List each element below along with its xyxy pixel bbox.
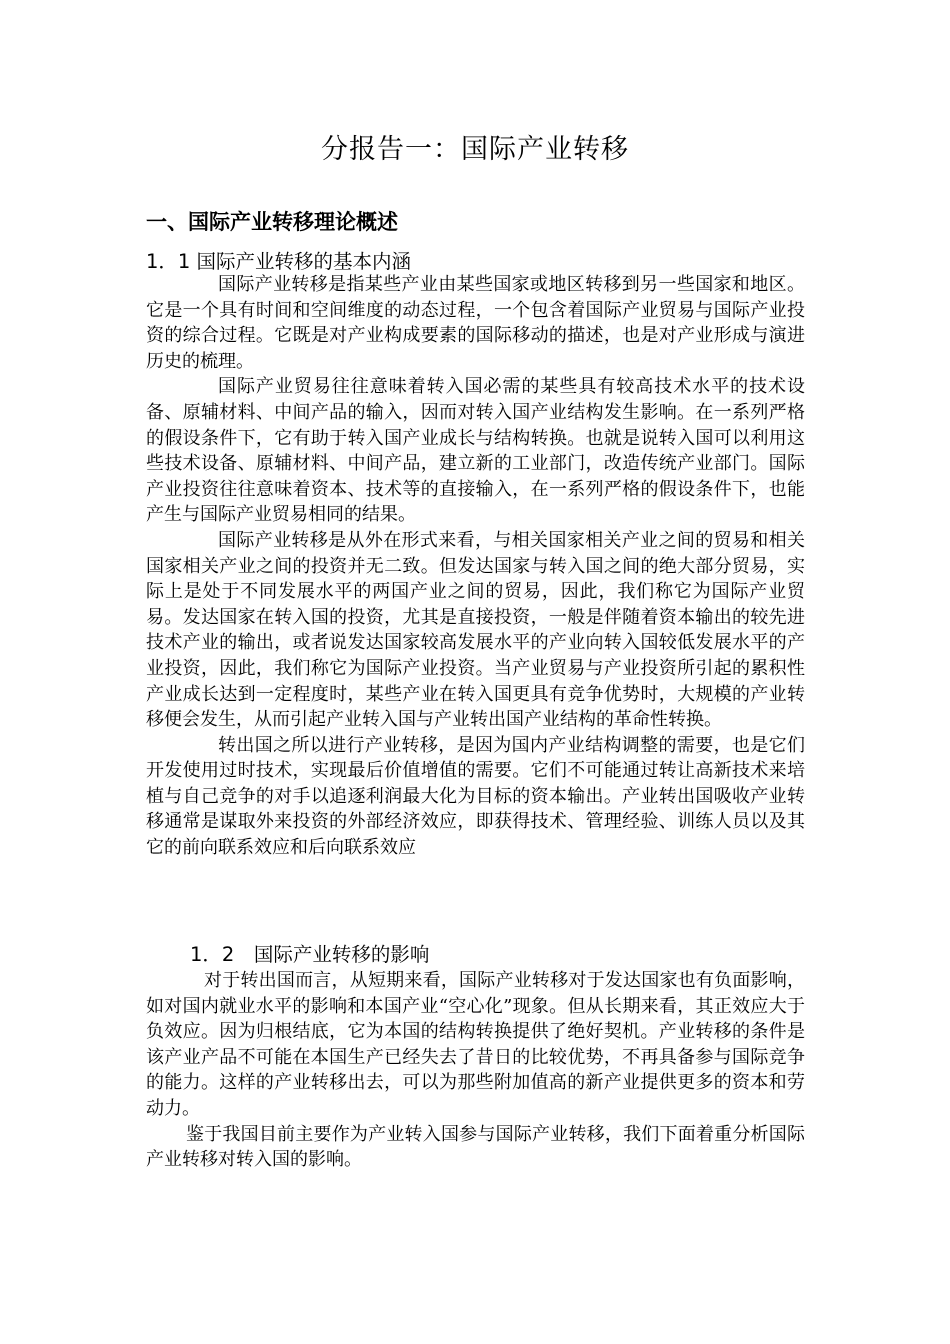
subsection-heading-1-2: 1．2 国际产业转移的影响 [190, 943, 430, 966]
subsection-1-2-body [146, 968, 805, 1173]
paragraph: 对于转出国而言，从短期来看，国际产业转移对于发达国家也有负面影响，如对国内就业水平的影响和本国产业“空心化”现象。但从长期来看，其正效应大于负效应。因为归根结底，它为本国的结构转换提供了绝好契机。产业转移的条件是该产业产品不可能在本国生产已经失去了昔日的比较优势，不再具备参与国际竞争的能力。这样的产业转移出去，可以为那些附加值高的新产业提供更多的资本和劳动力。 [146, 970, 805, 1119]
paragraph: 国际产业转移是指某些产业由某些国家或地区转移到另一些国家和地区。它是一个具有时间和空间维度的动态过程，一个包含着国际产业贸易与国际产业投资的综合过程。它既是对产业构成要素的国际移动的描述，也是对产业形成与演进历史的梳理。 [146, 274, 805, 372]
subsection-heading-1-1: 1．1 国际产业转移的基本内涵 [146, 250, 412, 273]
paragraph: 国际产业贸易往往意味着转入国必需的某些具有较高技术水平的技术设备、原辅材料、中间产品的输入，因而对转入国产业结构发生影响。在一系列严格的假设条件下，它有助于转入国产业成长与结构转换。也就是说转入国可以利用这些技术设备、原辅材料、中间产品，建立新的工业部门，改造传统产业部门。国际产业投资往往意味着资本、技术等的直接输入，在一系列严格的假设条件下，也能产生与国际产业贸易相同的结果。 [146, 376, 805, 526]
subsection-1-1-body [146, 272, 805, 861]
section-heading: 一、国际产业转移理论概述 [146, 210, 398, 234]
document-title: 分报告一：国际产业转移 [321, 134, 629, 165]
paragraph: 转出国之所以进行产业转移，是因为国内产业结构调整的需要，也是它们开发使用过时技术，实现最后价值增值的需要。它们不可能通过转让高新技术来培植与自己竞争的对手以追逐利润最大化为目标的资本输出。产业转出国吸收产业转移通常是谋取外来投资的外部经济效应，即获得技术、管理经验、训练人员以及其它的前向联系效应和后向联系效应 [146, 734, 805, 859]
paragraph: 鉴于我国目前主要作为产业转入国参与国际产业转移，我们下面着重分析国际产业转移对转入国的影响。 [146, 1123, 805, 1171]
paragraph: 国际产业转移是从外在形式来看，与相关国家相关产业之间的贸易和相关国家相关产业之间的投资并无二致。但发达国家与转入国之间的绝大部分贸易，实际上是处于不同发展水平的两国产业之间的贸易，因此，我们称它为国际产业贸易。发达国家在转入国的投资，尤其是直接投资，一般是伴随着资本输出的较先进技术产业的输出，或者说发达国家较高发展水平的产业向转入国较低发展水平的产业投资，因此，我们称它为国际产业投资。当产业贸易与产业投资所引起的累积性产业成长达到一定程度时，某些产业在转入国更具有竞争优势时，大规模的产业转移便会发生，从而引起产业转入国与产业转出国产业结构的革命性转换。 [146, 529, 805, 731]
